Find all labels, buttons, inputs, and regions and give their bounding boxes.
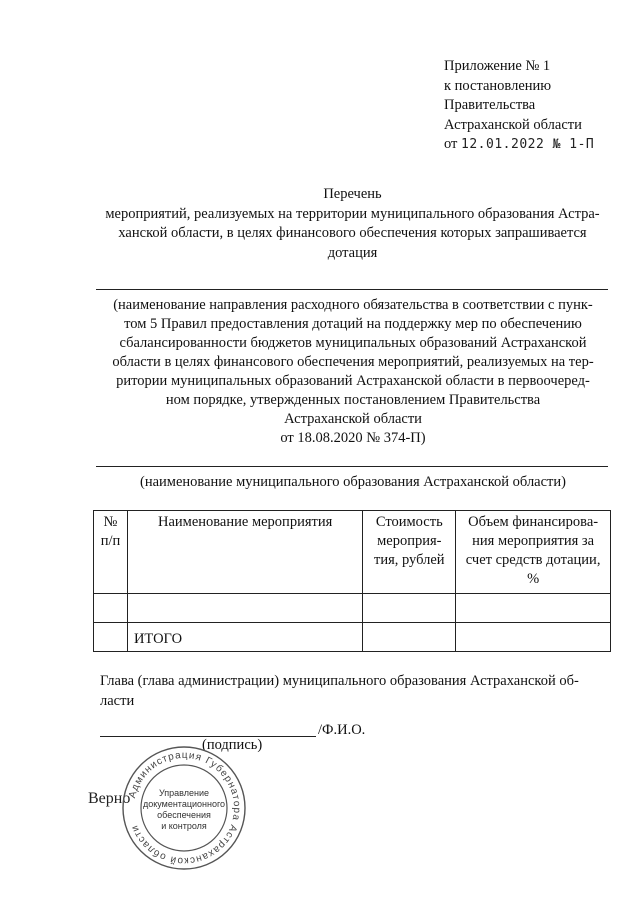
table-cell (127, 594, 362, 623)
direction-caption-line: сбалансированности бюджетов муниципальных образований Астраханской (119, 335, 587, 351)
document-title (100, 185, 605, 263)
table-cell (456, 623, 611, 652)
direction-caption-line: Астраханской области (284, 411, 422, 427)
table-total-row (94, 623, 611, 652)
fio-label: /Ф.И.О. (318, 722, 366, 738)
title-heading: Перечень (323, 186, 382, 202)
direction-caption-line: области в целях финансового обеспечения мероприятий, реализуемых на тер- (112, 354, 594, 370)
header-cost: Стоимость мероприя- тия, рублей (363, 511, 456, 594)
table-cell (456, 594, 611, 623)
direction-caption-line: ритории муниципальных образований Астраханской области в первоочеред- (116, 373, 590, 389)
appendix-line-4: Астраханской области (444, 116, 582, 133)
direction-caption-line: (наименование направления расходного обязательства в соответствии с пунк- (113, 297, 593, 313)
verno-label: Верно (88, 790, 131, 807)
appendix-block (444, 57, 594, 155)
header-name: Наименование мероприятия (127, 511, 362, 594)
municipality-blank-line (96, 466, 608, 467)
table-cell (363, 594, 456, 623)
table-row (94, 594, 611, 623)
direction-caption-line: ном порядке, утвержденных постановлением Правительства (165, 392, 541, 408)
table-cell (94, 594, 128, 623)
table-cell (363, 623, 456, 652)
signature-text-line-2: ласти (100, 692, 135, 709)
title-line-1: мероприятий, реализуемых на территории муниципального образования Астра- (105, 205, 600, 222)
header-share: Объем финансирова- ния мероприятия за счет средств дотации, % (456, 511, 611, 594)
header-num: № п/п (94, 511, 128, 594)
signature-text (100, 672, 605, 711)
direction-caption-line: от 18.08.2020 № 374-П) (280, 430, 426, 446)
stamp-center-text: Управление документационного обеспечения и контроля (142, 788, 226, 831)
appendix-date-prefix: от (444, 136, 458, 152)
title-line-2: ханской области, в целях финансового обеспечения которых запрашивается (118, 225, 587, 241)
appendix-date-line (444, 135, 594, 155)
title-line-3: дотация (327, 244, 378, 261)
measures-table (93, 510, 611, 652)
signature-text-line-1: Глава (глава администрации) муниципального образования Астраханской об- (100, 673, 579, 689)
direction-caption-line: том 5 Правил предоставления дотаций на поддержку мер по обеспечению (124, 316, 582, 332)
appendix-line-3: Правительства (444, 97, 536, 113)
official-stamp (120, 744, 248, 872)
appendix-line-2: к постановлению (444, 77, 552, 94)
table-header-row (94, 511, 611, 594)
table-cell (94, 623, 128, 652)
appendix-date-value: 12.01.2022 № 1-П (461, 137, 595, 152)
podpis-label: (подпись) (202, 737, 263, 753)
appendix-line-1: Приложение № 1 (444, 58, 551, 74)
stamp-ring-text: Администрация Губернатора Астраханской области (127, 749, 243, 867)
direction-blank-line (96, 289, 608, 290)
total-label: ИТОГО (127, 623, 362, 652)
municipality-caption: (наименование муниципального образования Астраханской области) (140, 474, 566, 490)
direction-caption (96, 296, 610, 448)
